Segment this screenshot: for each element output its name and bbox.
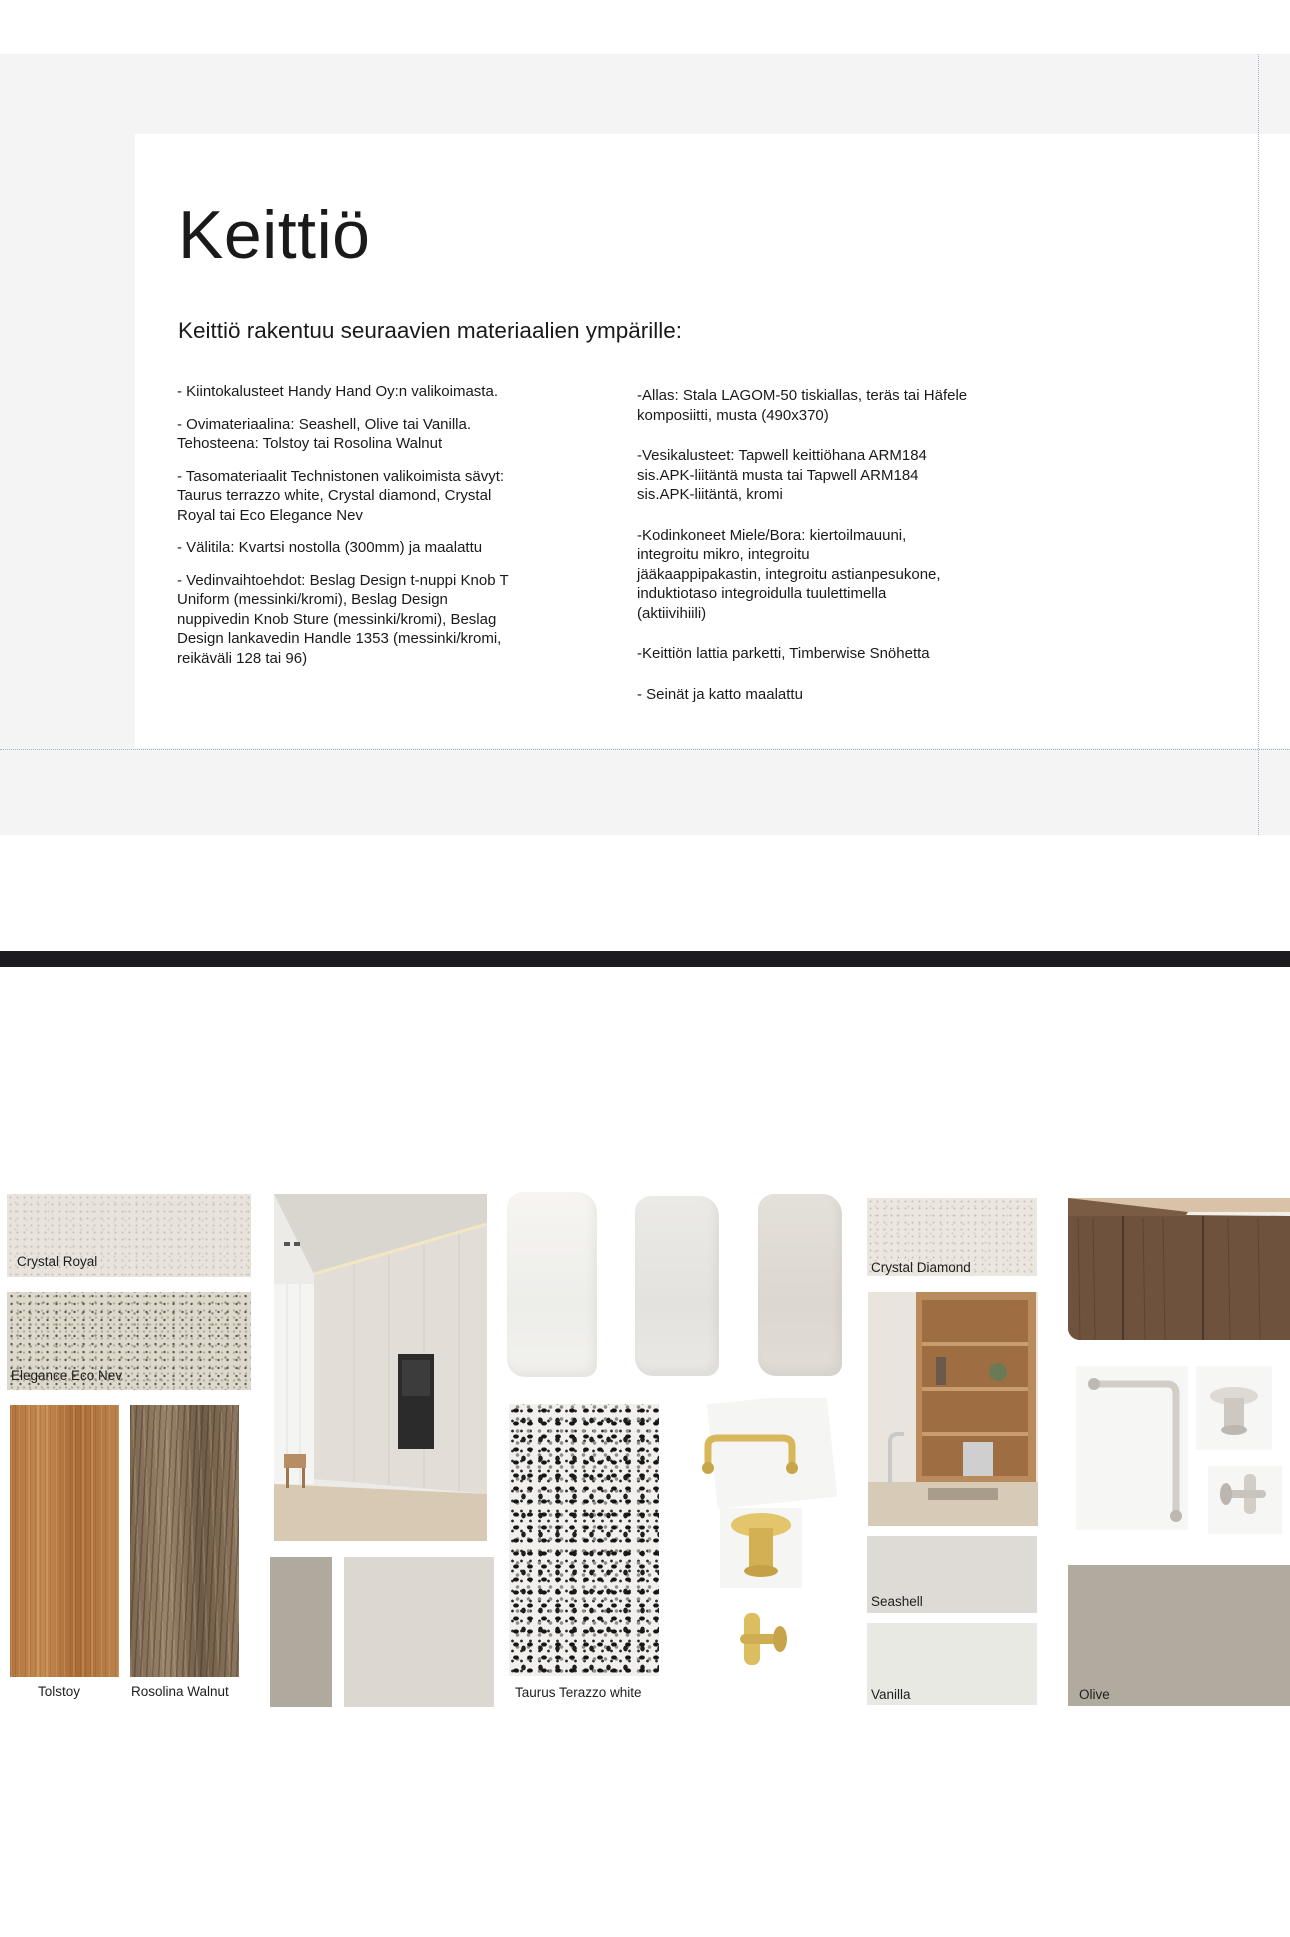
chrome-hardware-illustration [1072,1366,1290,1538]
paint-stroke-light-grey [635,1196,719,1376]
greige-light-swatch [344,1557,494,1707]
taurus-terazzo-white-label: Taurus Terazzo white [515,1685,642,1700]
tolstoy-wood-swatch [10,1405,119,1677]
page-divider-bar [0,951,1290,967]
vanilla-label: Vanilla [871,1687,911,1702]
kitchen-interior-photo [274,1194,487,1541]
rosolina-walnut-swatch [130,1405,239,1677]
countertop-wood-illustration [1068,1198,1290,1340]
greige-dark-swatch [270,1557,332,1707]
spec-item: -Keittiön lattia parketti, Timberwise Snöhetta [637,645,930,662]
vertical-guide-line [1258,54,1259,835]
kitchen-niche-photo [868,1292,1038,1526]
paint-stroke-white [507,1192,597,1377]
paint-stroke-greige [758,1194,842,1376]
tolstoy-label: Tolstoy [38,1684,81,1699]
kitchen-interior-illustration [274,1194,487,1541]
spec-item: -Vesikalusteet: Tapwell keittiöhana ARM184 sis.APK-liitäntä musta tai Tapwell ARM184 sis.APK-liitäntä, kromi [637,447,927,503]
spec-item: - Ovimateriaalina: Seashell, Olive tai Vanilla. Tehosteena: Tolstoy tai Rosolina Walnut [177,415,472,452]
horizontal-guide-line [0,749,1290,750]
kitchen-niche-illustration [868,1292,1038,1526]
spec-item: - Kiintokalusteet Handy Hand Oy:n valikoimasta. [177,383,498,400]
crystal-royal-label: Crystal Royal [17,1254,98,1269]
olive-swatch [1068,1565,1290,1706]
spec-item: - Vedinvaihtoehdot: Beslag Design t-nuppi Knob T Uniform (messinki/kromi), Beslag Design nuppivedin Knob Sture (messinki/kromi), Beslag Design lankavedin Handle 1353 (messinki/kromi, reikäväli 128 tai 96) [177,571,509,667]
brass-hardware-illustration [690,1398,842,1698]
spec-item: - Välitila: Kvartsi nostolla (300mm) ja maalattu [177,539,483,556]
countertop-wood-photo [1068,1198,1290,1340]
spec-item: - Tasomateriaalit Technistonen valikoimista sävyt: Taurus terrazzo white, Crystal diamond, Crystal Royal tai Eco Elegance Nev [177,467,505,524]
spec-item: -Allas: Stala LAGOM-50 tiskiallas, teräs tai Häfele komposiitti, musta (490x370) [637,387,968,424]
chrome-handles-group [1072,1366,1290,1538]
olive-label: Olive [1079,1687,1110,1702]
seashell-label: Seashell [871,1594,923,1609]
right-spec-column [637,386,1007,725]
page-title: Keittiö [178,197,371,273]
page-subtitle: Keittiö rakentuu seuraavien materiaalien ympärille: [178,318,683,343]
spec-item: - Seinät ja katto maalattu [637,685,803,703]
left-spec-column [177,382,537,681]
taurus-terazzo-white-swatch [509,1404,659,1676]
rosolina-walnut-label: Rosolina Walnut [131,1684,229,1699]
elegance-eco-nev-label: Elegance Eco Nev [11,1368,123,1383]
spec-item: -Kodinkoneet Miele/Bora: kiertoilmauuni, integroitu mikro, integroitu jääkaappipakastin, integroitu astianpesukone, induktiotaso integroidulla tuulettimella (aktiivihiili) [637,526,941,622]
brass-handles-group [690,1398,842,1698]
crystal-diamond-label: Crystal Diamond [871,1260,971,1275]
